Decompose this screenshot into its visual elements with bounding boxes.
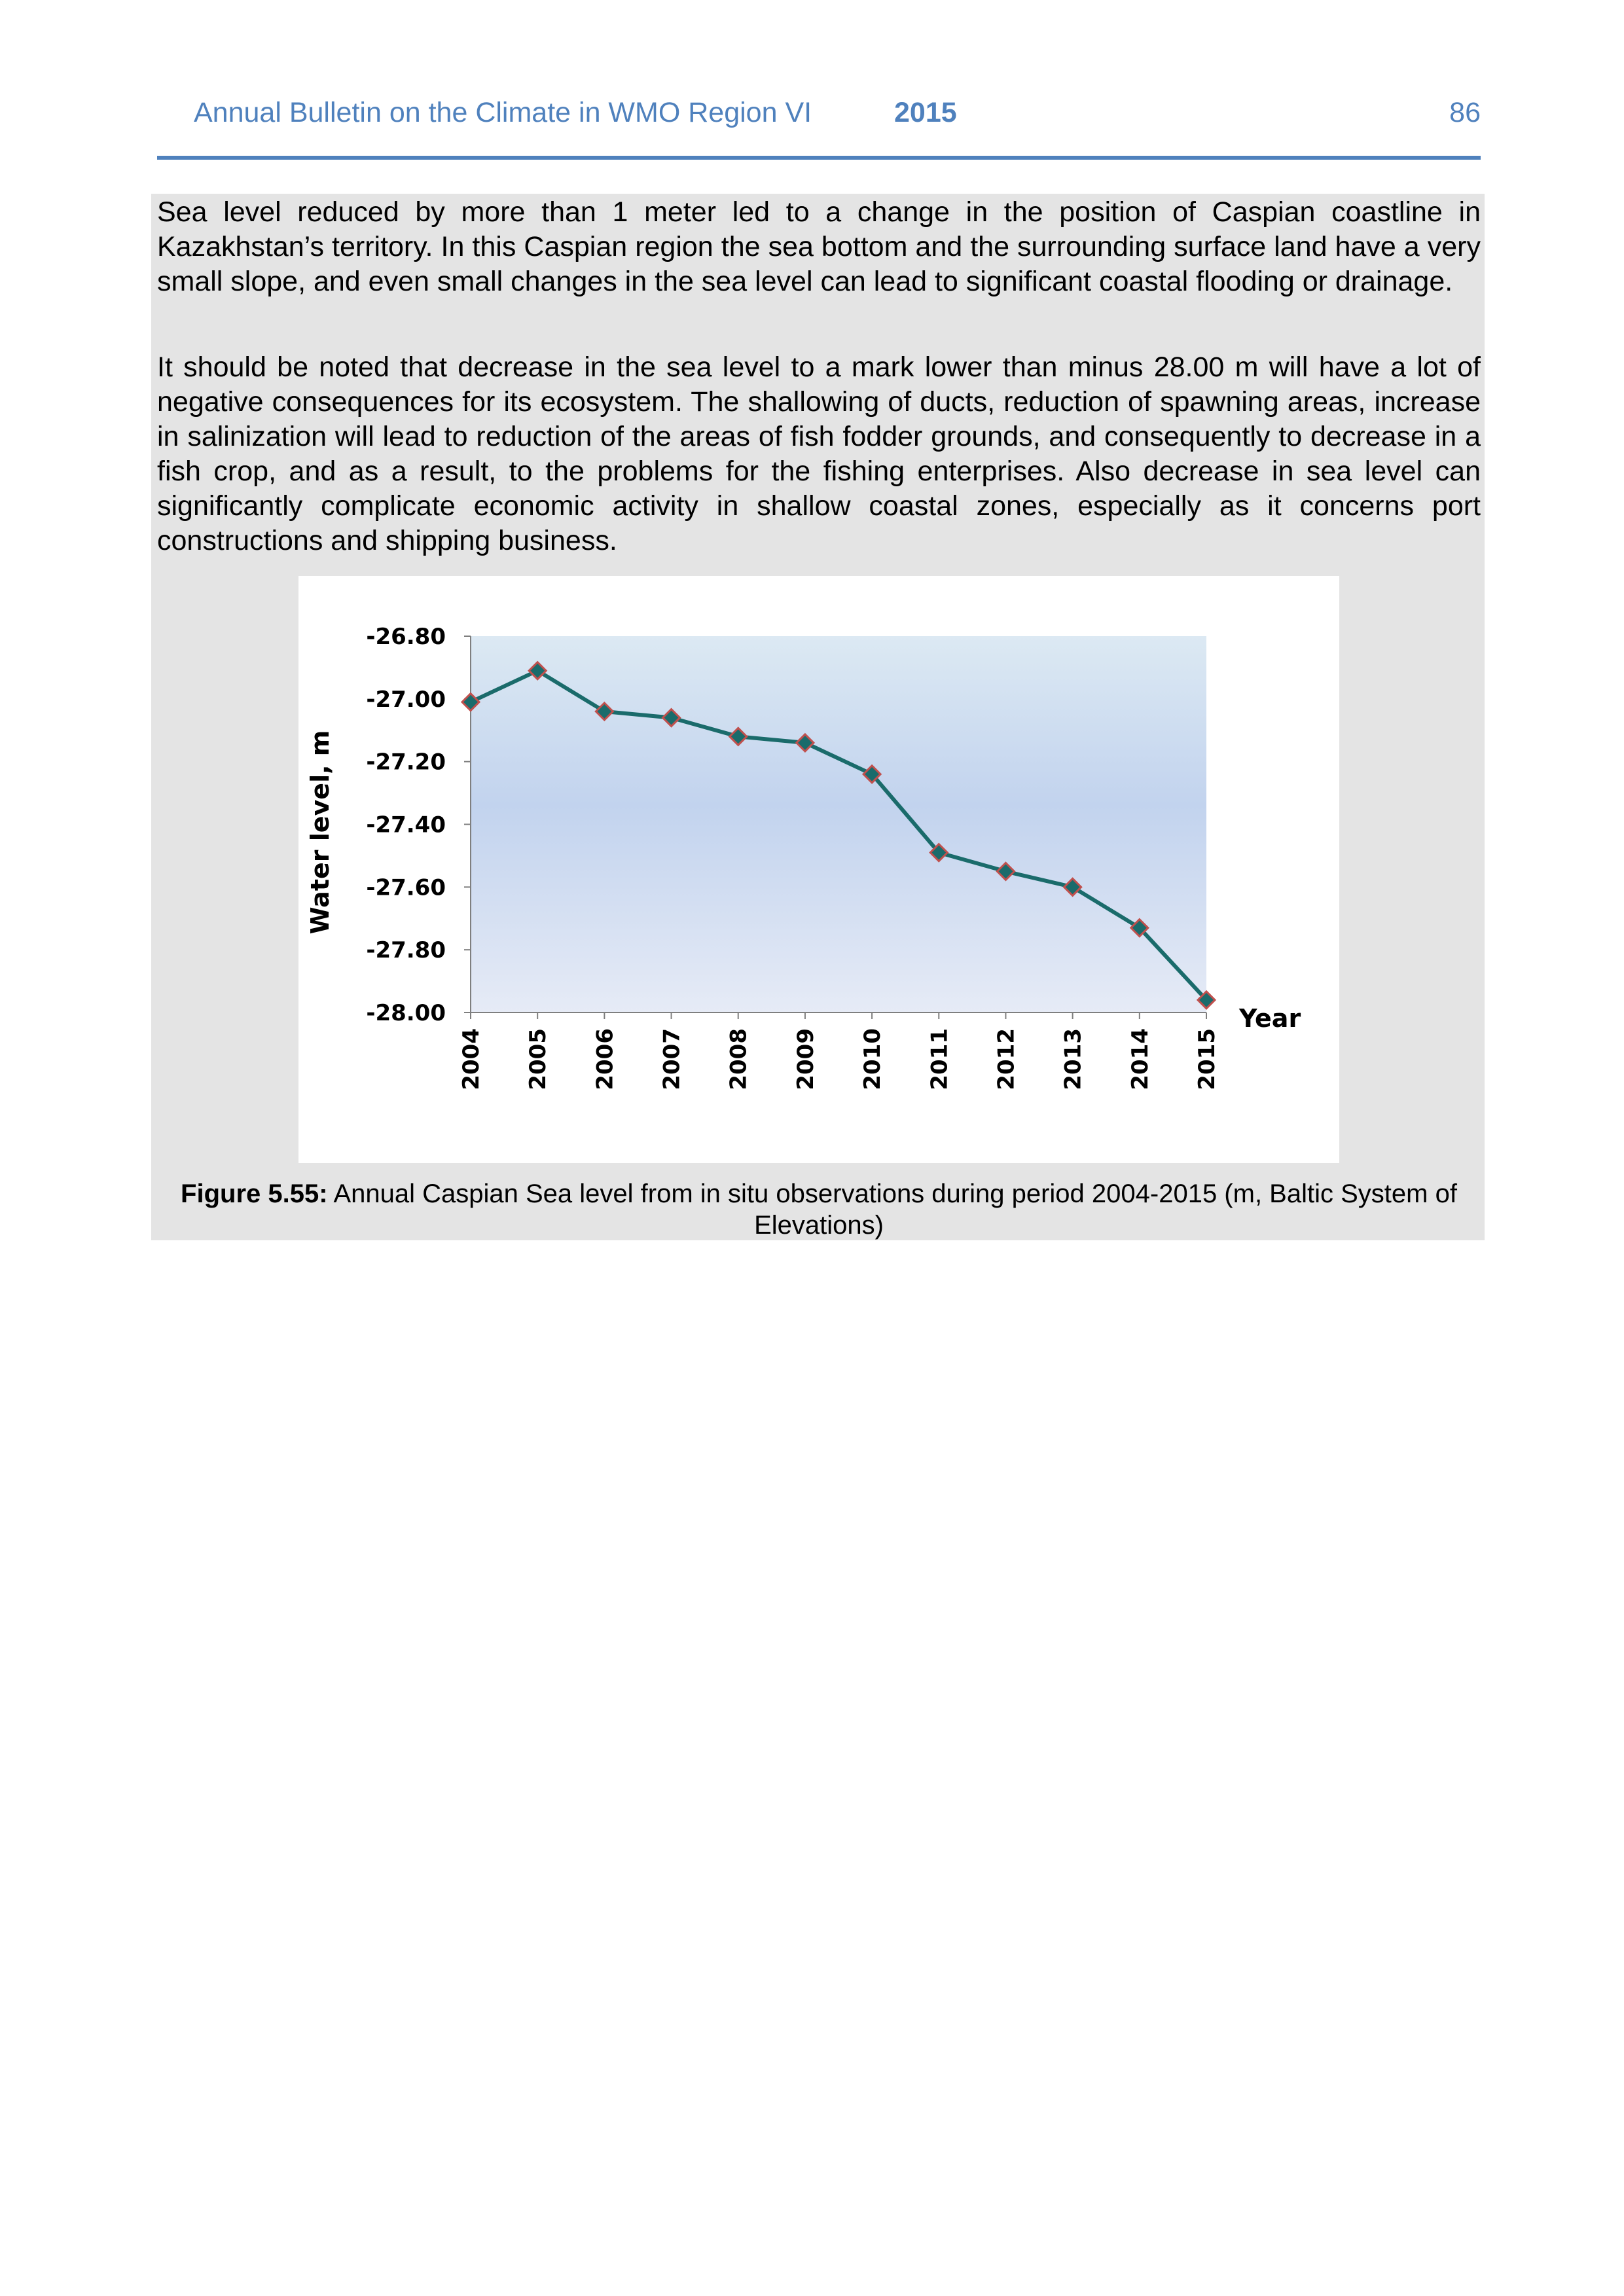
x-tick-label: 2009 xyxy=(792,1028,819,1090)
x-tick-label: 2013 xyxy=(1060,1028,1087,1090)
y-axis-title: Water level, m xyxy=(306,730,334,935)
y-axis-ticks xyxy=(366,624,471,1026)
paragraph-coastline: Sea level reduced by more than 1 meter led to a change in the position of Caspian coastline in Kazakhstan’s territory. In this Caspian region the sea bottom and the surrounding surface land have a very small slope, and even small changes in the sea level can lead to significant coastal flooding or drainage. xyxy=(157,196,1481,297)
x-axis-ticks xyxy=(458,1013,1220,1090)
x-tick-label: 2007 xyxy=(659,1028,685,1090)
y-tick-label: -27.00 xyxy=(366,686,446,713)
y-tick-label: -26.80 xyxy=(366,624,446,650)
plot-area xyxy=(471,636,1206,1013)
caption-label: Figure 5.55: xyxy=(181,1179,328,1208)
page-number: 86 xyxy=(1449,97,1481,128)
x-tick-label: 2008 xyxy=(725,1028,752,1090)
y-tick-label: -27.80 xyxy=(366,937,446,964)
x-tick-label: 2015 xyxy=(1194,1028,1220,1090)
sea-level-chart xyxy=(298,576,1339,1163)
x-tick-label: 2010 xyxy=(859,1028,886,1090)
y-tick-label: -27.20 xyxy=(366,749,446,776)
figure-caption xyxy=(157,1178,1481,1241)
x-tick-label: 2011 xyxy=(926,1028,953,1090)
x-tick-label: 2004 xyxy=(458,1028,484,1090)
header-title: Annual Bulletin on the Climate in WMO Region VI xyxy=(194,97,812,128)
x-tick-label: 2006 xyxy=(592,1028,619,1090)
y-tick-label: -27.60 xyxy=(366,874,446,901)
paragraph-consequences: It should be noted that decrease in the sea level to a mark lower than minus 28.00 m will have a lot of negative consequences for its ecosystem. The shallowing of ducts, reduction of spawning areas, increase in salinization will lead to reduction of the areas of fish fodder grounds, and consequently to decrease in a fish crop, and as a result, to the problems for the fishing enterprises. Also decrease in sea level can significantly complicate economic activity in shallow coastal zones, especially as it concerns port constructions and shipping business. xyxy=(157,351,1481,556)
y-tick-label: -28.00 xyxy=(366,1000,446,1026)
x-tick-label: 2012 xyxy=(993,1028,1020,1090)
x-tick-label: 2014 xyxy=(1127,1028,1153,1090)
page-header xyxy=(157,92,1481,160)
x-axis-title: Year xyxy=(1239,1004,1301,1033)
caption-text: Annual Caspian Sea level from in situ observations during period 2004-2015 (m, Baltic System of Elevations) xyxy=(327,1179,1457,1240)
y-tick-label: -27.40 xyxy=(366,812,446,838)
header-year: 2015 xyxy=(894,97,957,128)
chart-svg xyxy=(298,576,1339,1163)
x-tick-label: 2005 xyxy=(525,1028,552,1090)
